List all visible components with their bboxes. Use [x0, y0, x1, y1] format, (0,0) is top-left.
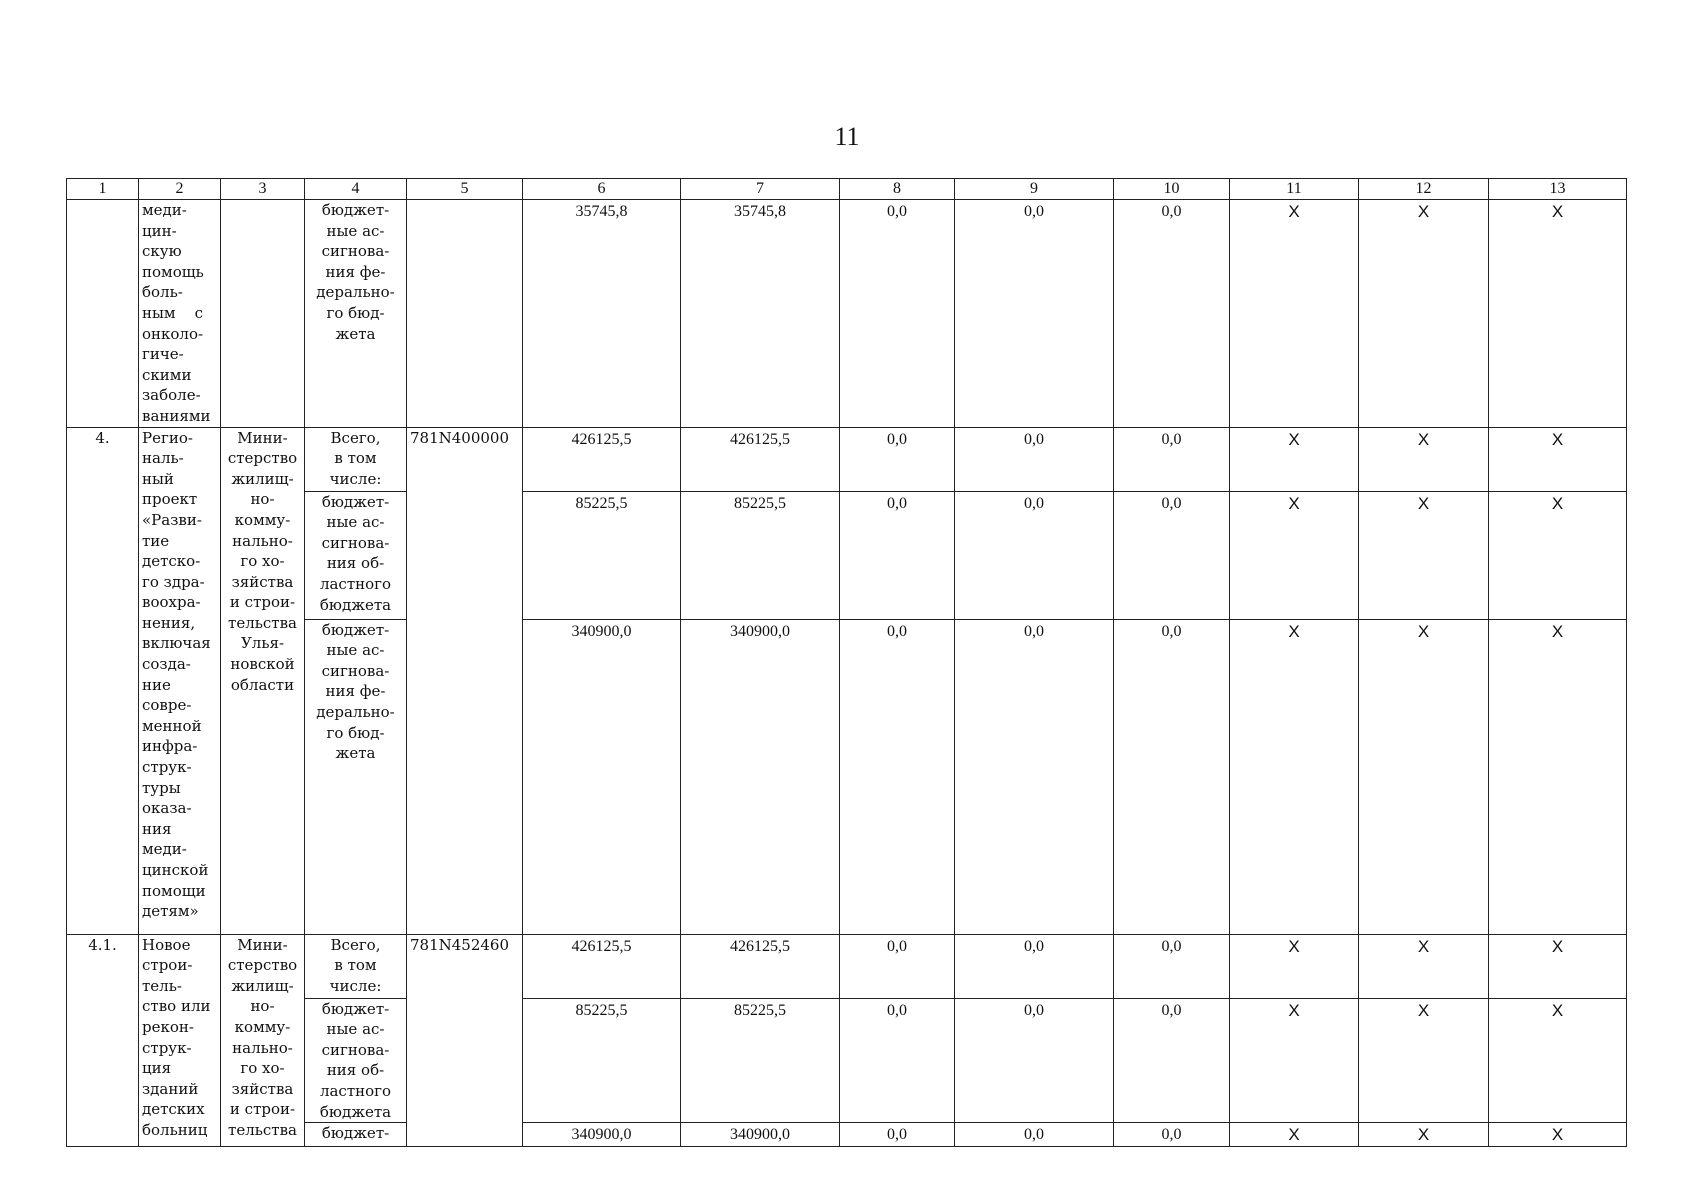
- value-cell-12: X: [1359, 1123, 1489, 1147]
- value-cell-8: 0,0: [840, 619, 955, 934]
- value-cell-13: X: [1489, 619, 1627, 934]
- item-name-cell: Регио- наль- ный проект «Разви- тие детско- го здра- воохра- нения, включая созда- ние совре- менной инфра- струк- туры оказа- ния меди- цинской помощи детям»: [139, 427, 221, 934]
- funding-source-cell: бюджет- ные ас- сигнова- ния фе- дерально- го бюд- жета: [305, 200, 407, 428]
- budget-code-cell: 781N452460: [407, 934, 523, 1146]
- col-header: 2: [139, 179, 221, 200]
- value-cell-7: 85225,5: [681, 998, 840, 1123]
- value-cell-13: X: [1489, 934, 1627, 998]
- value-cell-9: 0,0: [955, 998, 1114, 1123]
- value-cell-6: 426125,5: [523, 427, 681, 491]
- value-cell-11: X: [1230, 934, 1359, 998]
- value-cell-12: X: [1359, 491, 1489, 619]
- value-cell-8: 0,0: [840, 1123, 955, 1147]
- value-cell-13: X: [1489, 427, 1627, 491]
- col-header: 5: [407, 179, 523, 200]
- item-name-cell: меди- цин- скую помощь боль- ным с онколо- гиче- скими заболе- ваниями: [139, 200, 221, 428]
- budget-code-cell: [407, 200, 523, 428]
- executor-cell: Мини- стерство жилищ- но- комму- нально- го хо- зяйства и строи- тельства Улья- новской области: [221, 427, 305, 934]
- value-cell-9: 0,0: [955, 619, 1114, 934]
- value-cell-9: 0,0: [955, 491, 1114, 619]
- value-cell-12: X: [1359, 427, 1489, 491]
- value-cell-9: 0,0: [955, 427, 1114, 491]
- item-number-cell: 4.: [67, 427, 139, 934]
- value-cell-10: 0,0: [1114, 200, 1230, 428]
- col-header: 12: [1359, 179, 1489, 200]
- value-cell-12: X: [1359, 998, 1489, 1123]
- value-cell-7: 340900,0: [681, 619, 840, 934]
- item-number-cell: 4.1.: [67, 934, 139, 1146]
- value-cell-10: 0,0: [1114, 998, 1230, 1123]
- budget-table: [66, 178, 1627, 1147]
- value-cell-11: X: [1230, 1123, 1359, 1147]
- value-cell-9: 0,0: [955, 1123, 1114, 1147]
- column-number-row: [67, 179, 1627, 200]
- table-row: [67, 934, 1627, 998]
- page-number: 11: [834, 122, 860, 151]
- value-cell-6: 85225,5: [523, 998, 681, 1123]
- value-cell-10: 0,0: [1114, 619, 1230, 934]
- value-cell-11: X: [1230, 491, 1359, 619]
- value-cell-8: 0,0: [840, 491, 955, 619]
- funding-source-cell: бюджет- ные ас- сигнова- ния об- ластного бюджета: [305, 998, 407, 1123]
- funding-source-cell: Всего, в том числе:: [305, 427, 407, 491]
- value-cell-6: 85225,5: [523, 491, 681, 619]
- col-header: 6: [523, 179, 681, 200]
- funding-source-cell: бюджет-: [305, 1123, 407, 1147]
- value-cell-13: X: [1489, 200, 1627, 428]
- value-cell-8: 0,0: [840, 934, 955, 998]
- value-cell-6: 35745,8: [523, 200, 681, 428]
- col-header: 7: [681, 179, 840, 200]
- funding-source-cell: бюджет- ные ас- сигнова- ния фе- дерально- го бюд- жета: [305, 619, 407, 934]
- value-cell-7: 426125,5: [681, 934, 840, 998]
- col-header: 3: [221, 179, 305, 200]
- value-cell-7: 35745,8: [681, 200, 840, 428]
- value-cell-13: X: [1489, 491, 1627, 619]
- item-name-cell: Новое строи- тель- ство или рекон- струк- ция зданий детских больниц: [139, 934, 221, 1146]
- value-cell-7: 426125,5: [681, 427, 840, 491]
- value-cell-11: X: [1230, 998, 1359, 1123]
- value-cell-13: X: [1489, 1123, 1627, 1147]
- col-header: 13: [1489, 179, 1627, 200]
- col-header: 9: [955, 179, 1114, 200]
- value-cell-7: 340900,0: [681, 1123, 840, 1147]
- value-cell-10: 0,0: [1114, 491, 1230, 619]
- value-cell-6: 340900,0: [523, 1123, 681, 1147]
- item-number-cell: [67, 200, 139, 428]
- col-header: 8: [840, 179, 955, 200]
- table-row: [67, 427, 1627, 491]
- value-cell-7: 85225,5: [681, 491, 840, 619]
- funding-source-cell: бюджет- ные ас- сигнова- ния об- ластного бюджета: [305, 491, 407, 619]
- col-header: 4: [305, 179, 407, 200]
- col-header: 10: [1114, 179, 1230, 200]
- value-cell-9: 0,0: [955, 934, 1114, 998]
- value-cell-12: X: [1359, 200, 1489, 428]
- table-row-continuation: [67, 200, 1627, 428]
- funding-source-cell: Всего, в том числе:: [305, 934, 407, 998]
- value-cell-6: 340900,0: [523, 619, 681, 934]
- value-cell-10: 0,0: [1114, 1123, 1230, 1147]
- value-cell-13: X: [1489, 998, 1627, 1123]
- budget-code-cell: 781N400000: [407, 427, 523, 934]
- value-cell-11: X: [1230, 200, 1359, 428]
- col-header: 1: [67, 179, 139, 200]
- value-cell-12: X: [1359, 619, 1489, 934]
- value-cell-6: 426125,5: [523, 934, 681, 998]
- value-cell-9: 0,0: [955, 200, 1114, 428]
- value-cell-11: X: [1230, 427, 1359, 491]
- value-cell-8: 0,0: [840, 427, 955, 491]
- value-cell-8: 0,0: [840, 200, 955, 428]
- value-cell-8: 0,0: [840, 998, 955, 1123]
- value-cell-10: 0,0: [1114, 934, 1230, 998]
- executor-cell: [221, 200, 305, 428]
- value-cell-11: X: [1230, 619, 1359, 934]
- col-header: 11: [1230, 179, 1359, 200]
- value-cell-10: 0,0: [1114, 427, 1230, 491]
- executor-cell: Мини- стерство жилищ- но- комму- нально- го хо- зяйства и строи- тельства: [221, 934, 305, 1146]
- value-cell-12: X: [1359, 934, 1489, 998]
